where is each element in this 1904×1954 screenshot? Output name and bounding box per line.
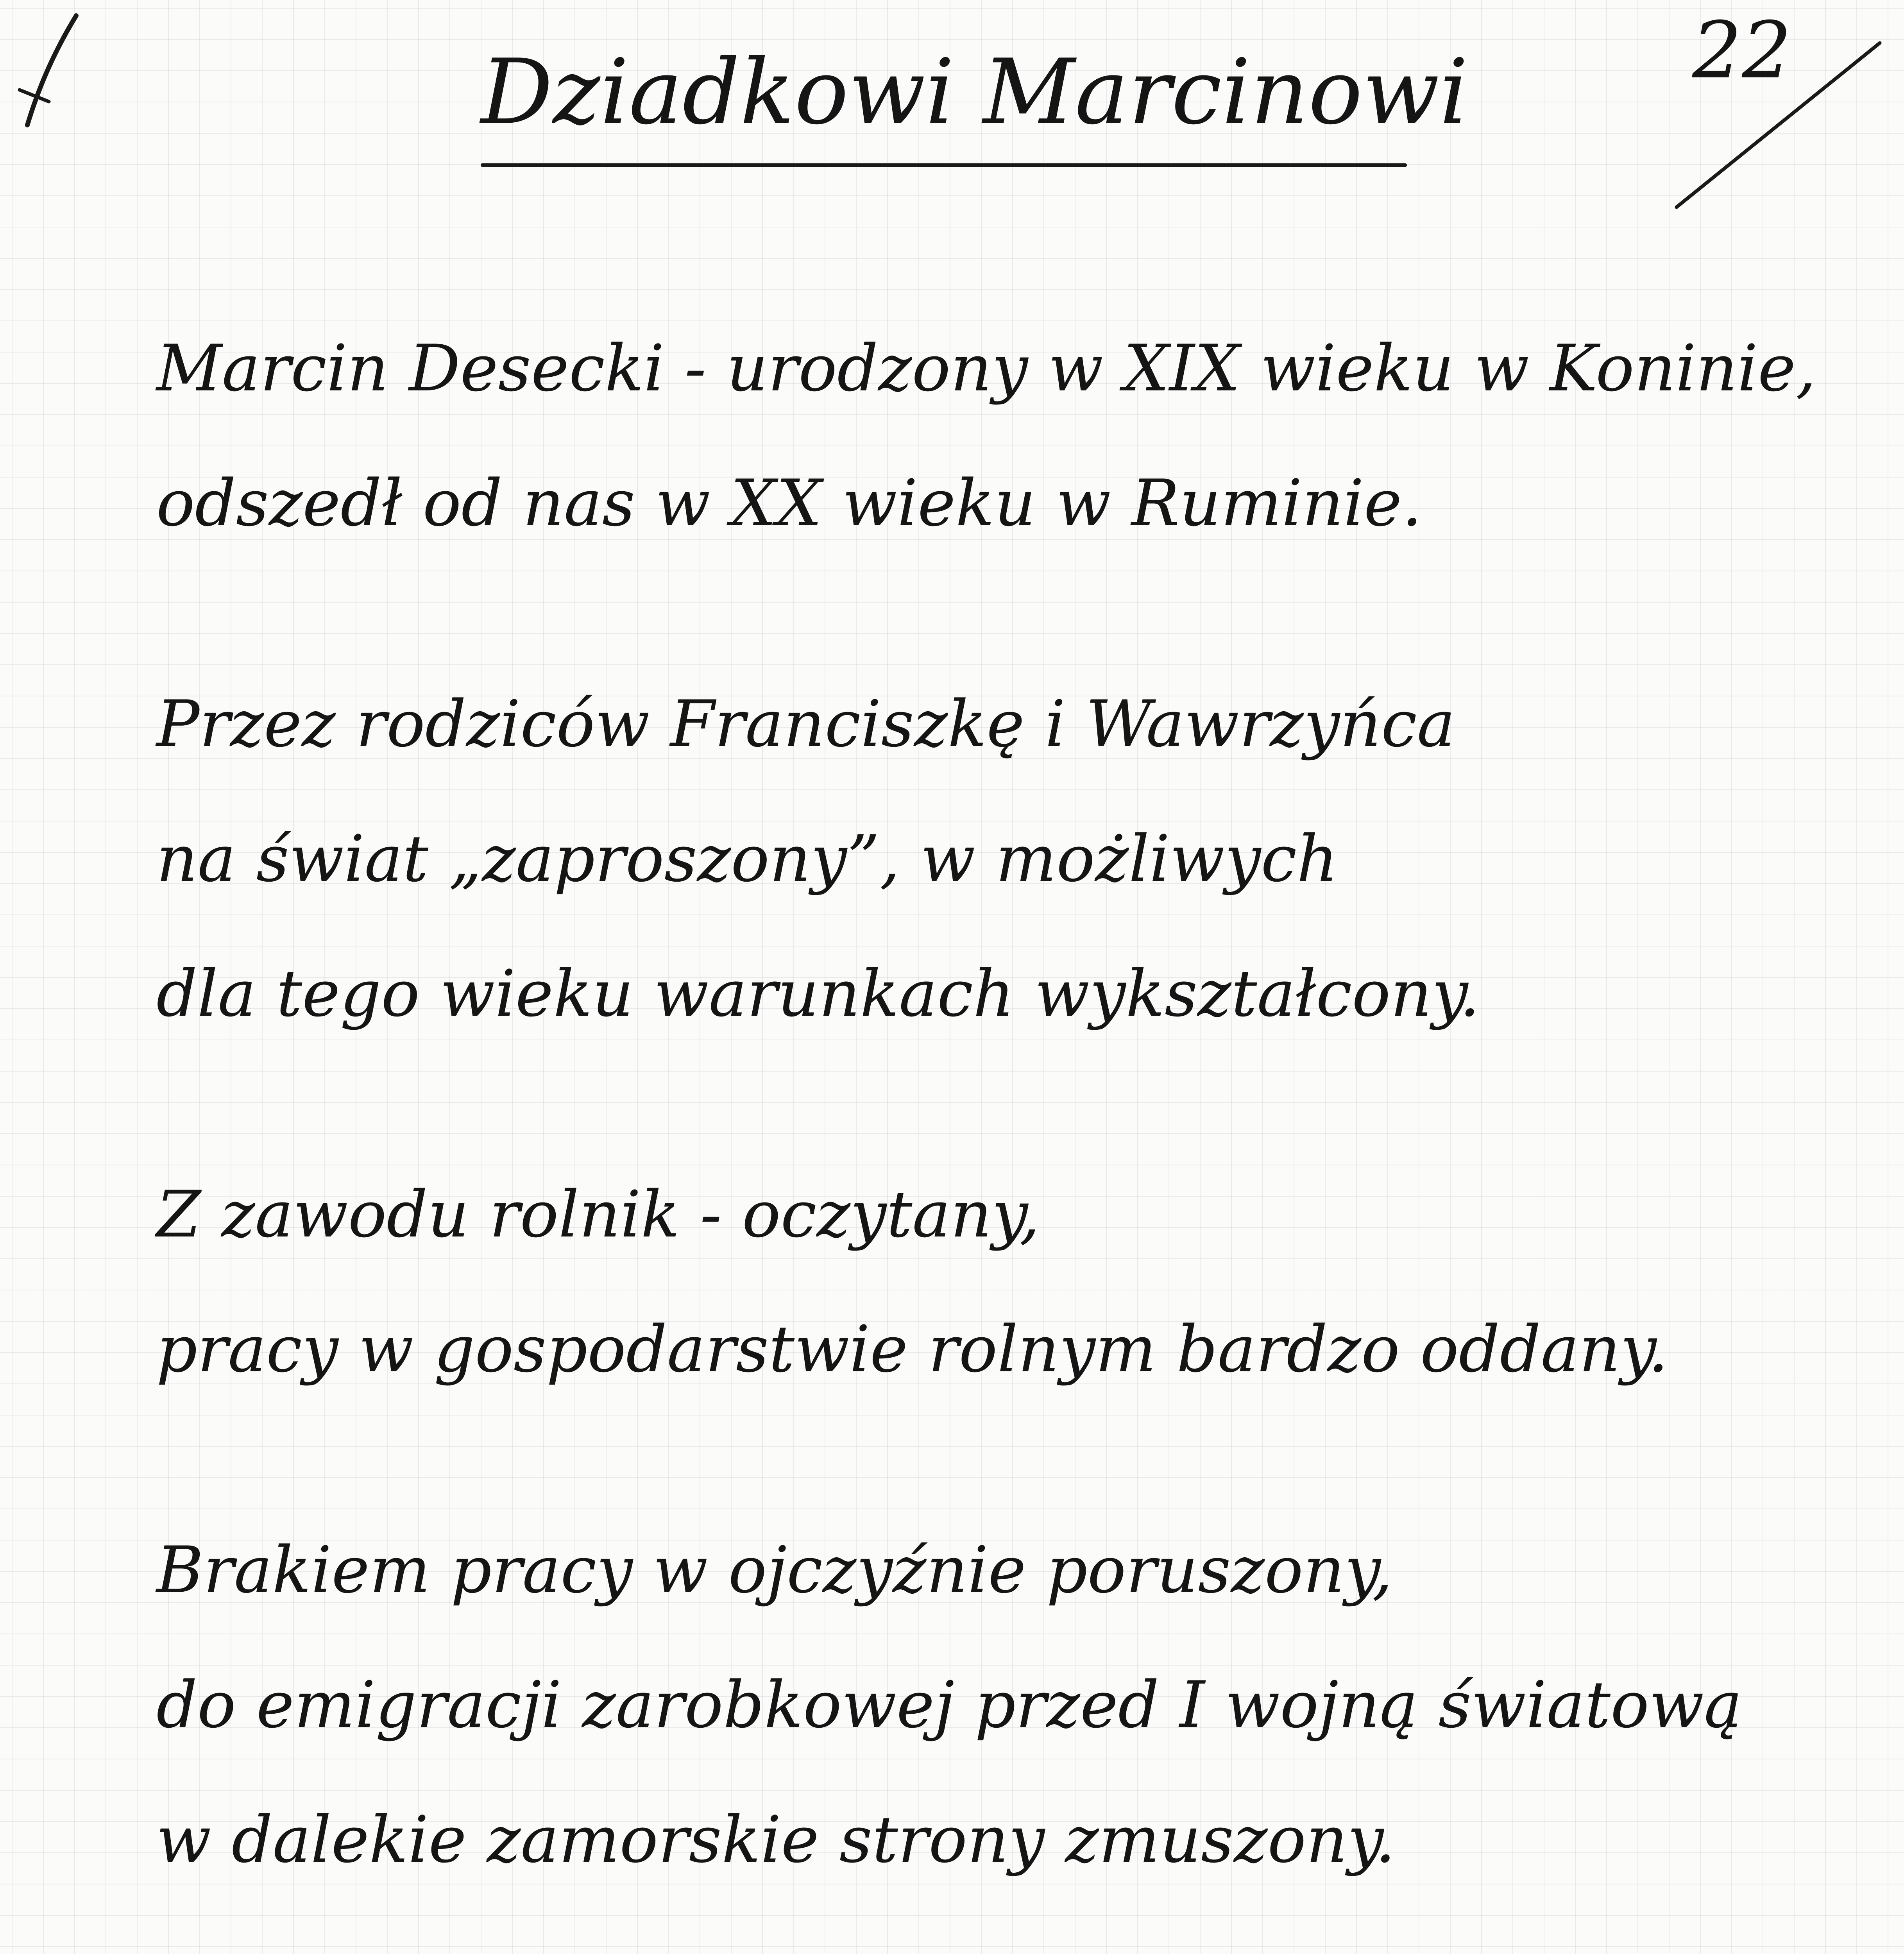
poem-line: Z zawodu rolnik - oczytany, bbox=[156, 1177, 1040, 1252]
poem-line: do emigracji zarobkowej przed I wojną światową bbox=[156, 1668, 1743, 1742]
title-underline bbox=[481, 163, 1407, 167]
poem-line: na świat „zaproszony”, w możliwych bbox=[156, 821, 1338, 896]
stanza bbox=[156, 1147, 1849, 1417]
poem-line: w dalekie zamorskie strony zmuszony. bbox=[156, 1802, 1396, 1877]
stanza bbox=[156, 657, 1849, 1061]
page-number-slash bbox=[1669, 35, 1888, 223]
page-title: Dziadkowi Marcinowi bbox=[481, 40, 1468, 145]
poem-line: Marcin Desecki - urodzony w XIX wieku w Koninie, bbox=[156, 331, 1816, 406]
poem-line: odszedł od nas w XX wieku w Ruminie. bbox=[156, 466, 1423, 540]
poem-line: pracy w gospodarstwie rolnym bardzo oddany. bbox=[156, 1312, 1669, 1387]
poem-line: Przez rodziców Franciszkę i Wawrzyńca bbox=[156, 687, 1455, 761]
stanza bbox=[156, 301, 1849, 571]
poem-line: dla tego wieku warunkach wykształcony. bbox=[156, 956, 1480, 1031]
stanza bbox=[156, 1503, 1849, 1907]
page-number: 22 bbox=[1692, 5, 1792, 96]
page-marker-stroke bbox=[12, 8, 90, 141]
poem-body bbox=[156, 301, 1849, 1954]
poem-line: Brakiem pracy w ojczyźnie poruszony, bbox=[156, 1533, 1393, 1607]
